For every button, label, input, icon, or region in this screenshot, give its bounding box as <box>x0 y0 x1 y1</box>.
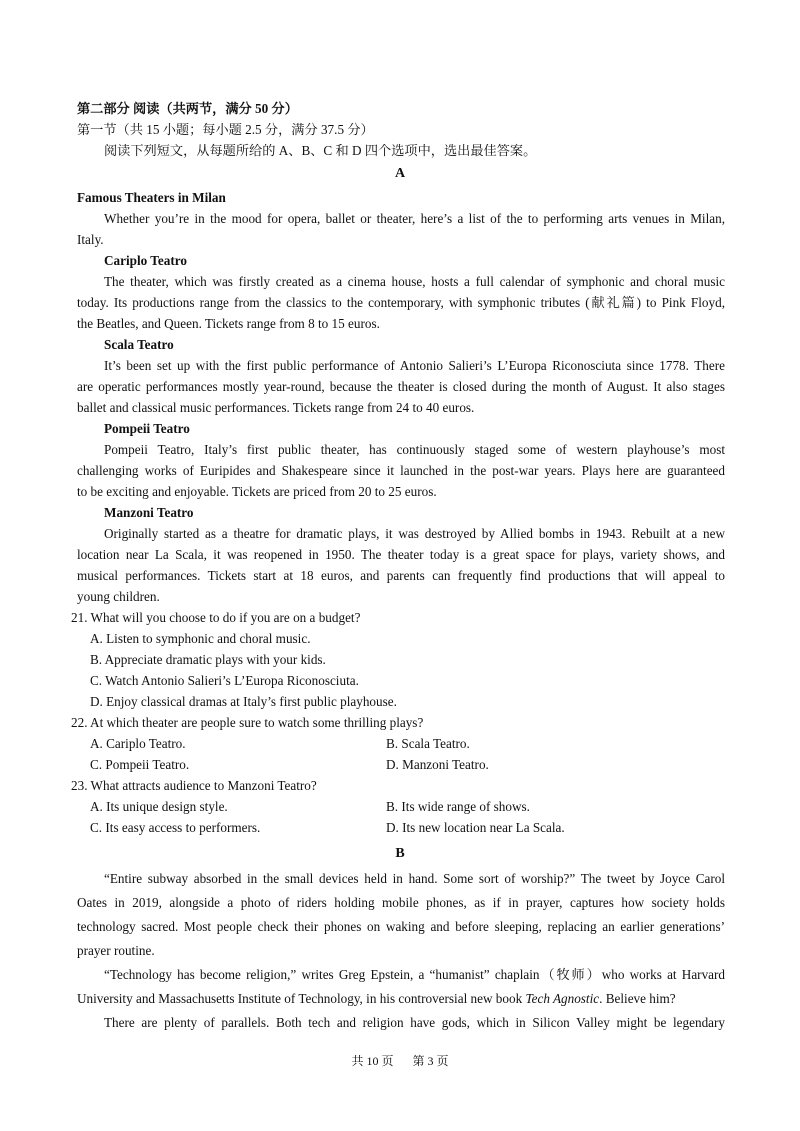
question-23-stem: 23. What attracts audience to Manzoni Teatro? <box>71 778 317 793</box>
scala-line: It’s been set up with the first public performance of Antonio Salieri’s L’Europa Riconosciuta since 1778. There <box>104 358 725 373</box>
theater-name-cariplo: Cariplo Teatro <box>104 253 187 268</box>
manzoni-line: musical performances. Tickets start at 18 euros, and parents can frequently find productions that will appeal to <box>77 568 725 583</box>
instruction: 阅读下列短文，从每题所给的 A、B、C 和 D 四个选项中，选出最佳答案。 <box>104 143 537 158</box>
manzoni-line: young children. <box>77 589 160 604</box>
question-21-stem: 21. What will you choose to do if you are on a budget? <box>71 610 361 625</box>
question-22-option-a[interactable]: A. Cariplo Teatro. <box>90 736 186 751</box>
cariplo-line: The theater, which was firstly created as a cinema house, hosts a full calendar of symphonic and choral music <box>104 274 725 289</box>
theater-name-scala: Scala Teatro <box>104 337 174 352</box>
intro-line: Italy. <box>77 232 104 247</box>
manzoni-line: location near La Scala, it was reopened in 1950. The theater today is a great space for plays, variety shows, and <box>77 547 725 562</box>
question-21-option-b[interactable]: B. Appreciate dramatic plays with your kids. <box>90 652 326 667</box>
question-22-option-b[interactable]: B. Scala Teatro. <box>386 736 470 751</box>
theater-name-manzoni: Manzoni Teatro <box>104 505 194 520</box>
scala-line: ballet and classical music performances. Tickets range from 24 to 40 euros. <box>77 400 475 415</box>
passage-b-text: . Believe him? <box>599 991 676 1006</box>
question-21-option-d[interactable]: D. Enjoy classical dramas at Italy’s first public playhouse. <box>90 694 397 709</box>
passage-b-line: technology sacred. Most people check their phones on waking and before sleeping, replacing an earlier generations’ <box>77 919 725 934</box>
question-21-option-c[interactable]: C. Watch Antonio Salieri’s L’Europa Riconosciuta. <box>90 673 359 688</box>
current-page: 第 3 页 <box>412 1054 449 1068</box>
passage-b-label: B <box>395 846 405 861</box>
question-22-option-c[interactable]: C. Pompeii Teatro. <box>90 757 190 772</box>
passage-b-line: “Entire subway absorbed in the small devices held in hand. Some sort of worship?” The tweet by Joyce Carol <box>104 871 725 886</box>
question-21-option-a[interactable]: A. Listen to symphonic and choral music. <box>90 631 311 646</box>
pompeii-line: to be exciting and enjoyable. Tickets are priced from 20 to 25 euros. <box>77 484 437 499</box>
passage-b-line: prayer routine. <box>77 943 155 958</box>
theater-name-pompeii: Pompeii Teatro <box>104 421 190 436</box>
total-pages: 共 10 页 <box>351 1054 394 1068</box>
passage-a-label: A <box>394 166 406 181</box>
question-23-option-b[interactable]: B. Its wide range of shows. <box>386 799 530 814</box>
question-23-option-d[interactable]: D. Its new location near La Scala. <box>386 820 565 835</box>
passage-a-title: Famous Theaters in Milan <box>77 190 226 205</box>
question-23-option-a[interactable]: A. Its unique design style. <box>90 799 228 814</box>
passage-b-line <box>77 990 725 1007</box>
question-22-option-d[interactable]: D. Manzoni Teatro. <box>386 757 489 772</box>
passage-b-line: Oates in 2019, alongside a photo of riders holding mobile phones, as if in prayer, captures how society holds <box>77 895 725 910</box>
cariplo-line: the Beatles, and Queen. Tickets range from 8 to 15 euros. <box>77 316 380 331</box>
page-footer <box>0 1052 800 1069</box>
scala-line: are operatic performances mostly year-round, because the theater is closed during the month of August. It also stages <box>77 379 725 394</box>
question-22-stem: 22. At which theater are people sure to watch some thrilling plays? <box>71 715 424 730</box>
cariplo-line: today. Its productions range from the classics to the contemporary, with symphonic tributes (献礼篇) to Pink Floyd, <box>77 295 725 310</box>
passage-b-line: “Technology has become religion,” writes Greg Epstein, a “humanist” chaplain（牧师）who works at Harvard <box>104 967 725 982</box>
passage-b-text: University and Massachusetts Institute of Technology, in his controversial new book <box>77 991 526 1006</box>
book-title: Tech Agnostic <box>525 991 600 1006</box>
question-23-option-c[interactable]: C. Its easy access to performers. <box>90 820 261 835</box>
pompeii-line: challenging works of Euripides and Shakespeare since it launched in the post-war years. Plays here are guaranteed <box>77 463 725 478</box>
manzoni-line: Originally started as a theatre for dramatic plays, it was destroyed by Allied bombs in 1943. Rebuilt at a new <box>104 526 725 541</box>
part-title: 第二部分 阅读（共两节，满分 50 分） <box>77 101 298 116</box>
passage-b-line: There are plenty of parallels. Both tech and religion have gods, which in Silicon Valley might be legendary <box>104 1015 725 1030</box>
intro-line: Whether you’re in the mood for opera, ballet or theater, here’s a list of the to performing arts venues in Milan, <box>104 211 725 226</box>
section-title: 第一节（共 15 小题；每小题 2.5 分，满分 37.5 分） <box>77 122 374 137</box>
pompeii-line: Pompeii Teatro, Italy’s first public theater, has continuously staged some of western playhouse’s most <box>104 442 725 457</box>
